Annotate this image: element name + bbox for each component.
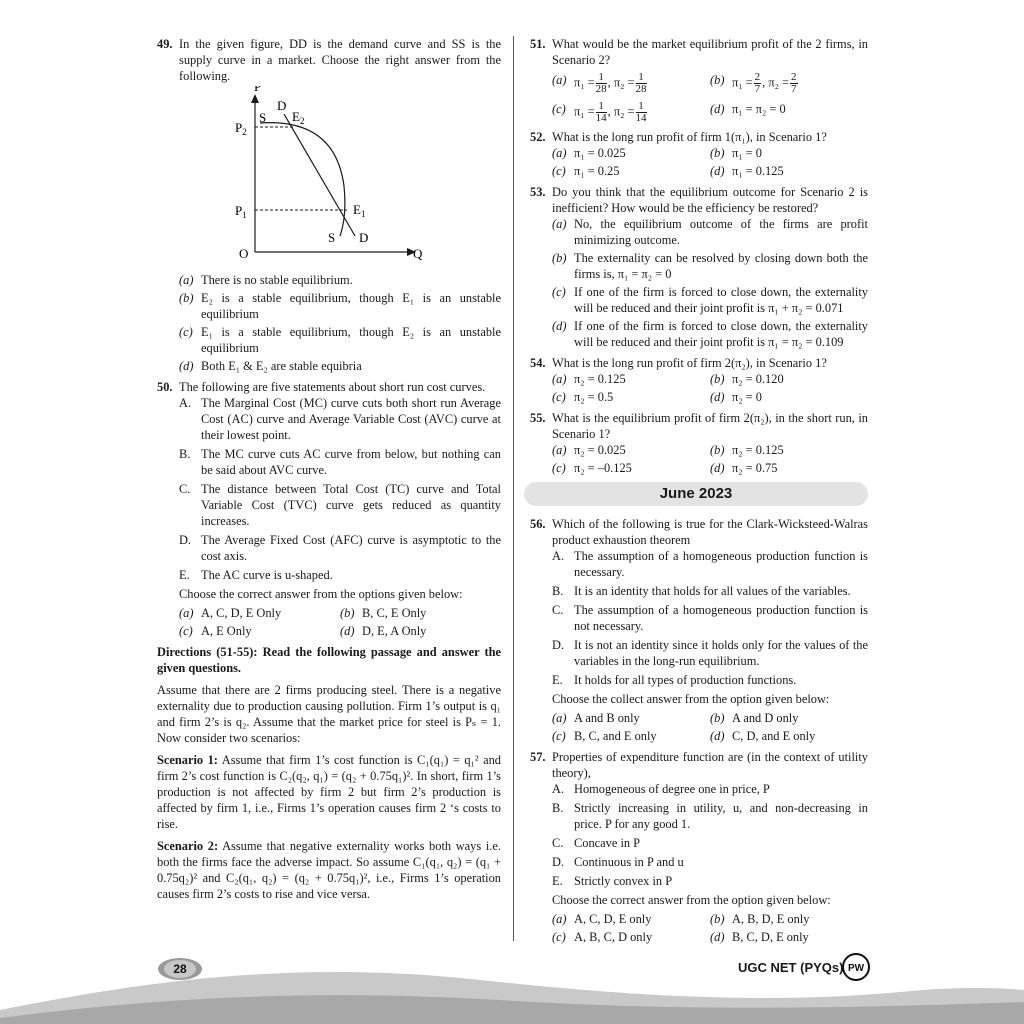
question-51: [530, 36, 868, 124]
question-number: 51.: [530, 37, 546, 51]
column-divider: [513, 36, 514, 941]
option-b[interactable]: (b) B, C, E Only: [340, 606, 427, 620]
option-c[interactable]: (c) π₂ = –0.125: [552, 461, 632, 475]
option-d[interactable]: (d) π₂ = 0: [710, 390, 762, 404]
option-a[interactable]: (a) π₂ = 0.025: [552, 443, 626, 457]
option-d[interactable]: (d) B, C, D, E only: [710, 930, 809, 944]
option-c[interactable]: (c) A, E Only: [179, 624, 252, 638]
option-b[interactable]: (b) E₂ is a stable equilibrium, though E₁ is an unstable equilibrium: [179, 291, 501, 321]
footer-wave-decoration: [0, 940, 1024, 1024]
option-b[interactable]: (b) A, B, D, E only: [710, 912, 810, 926]
question-number: 50.: [157, 380, 173, 394]
statement-a: A. The assumption of a homogeneous production function is necessary.: [552, 549, 868, 579]
option-a[interactable]: (a) π₁ = $\frac{1}{28}$ , π₂ = $\frac{1}{28}$: [552, 71, 647, 95]
statement-b: B. It is an identity that holds for all values of the variables.: [552, 584, 851, 598]
statement-e: E. It holds for all types of production functions.: [552, 673, 797, 687]
question-57: 57. Properties of expenditure function are (in the context of utility theory), A. Homogeneous of degree one in price, P B. Strictly increasing in utility, u, and non-decreasing in price. P for any good 1. C. Concave in P D. Continuous in P and u E. Strictly convex in P Choose the correct answer from the option given below: (a) A, C, D, E only (b) A, B, D, E only (c) A, B, C, D only (d) B, C, D, E only: [530, 750, 868, 944]
options-list: [179, 272, 501, 374]
passage-intro: Assume that there are 2 firms producing steel. There is a negative externality due to production causing pollution. Firm 1’s output is q₁ and firm 2’s is q₂. Assume that the market price for steel is Pₛ = 1. Now consider two scenarios:: [157, 683, 501, 745]
option-d[interactable]: (d) π₁ = π₂ = 0: [710, 102, 786, 116]
question-53: 53. Do you think that the equilibrium outcome for Scenario 2 is inefficient? How would be the efficiency be restored? (a) No, the equilibrium outcome of the firms are profit minimizing outcome. (b) The externality can be resolved by closing down both the firms is, π₁ = π₂ = 0 (c) If one of the firm is forced to close down, the externality will be reduced and their joint profit is π₁ + π₂ = 0.071 (d) If one of the firm is forced to close down, the externality will be reduced and their joint profit is π₁ = π₂ = 0.109: [530, 185, 868, 349]
p2-label: $P_2$: [235, 120, 247, 137]
statement-c: C. The distance between Total Cost (TC) curve and Total Variable Cost (TVC) curve gets reduced as quantity increases.: [179, 482, 501, 528]
section-banner-june-2023: June 2023: [524, 482, 868, 506]
options-grid: [552, 710, 868, 744]
svg-text:PW: PW: [847, 963, 865, 974]
e2-label: $E_2$: [292, 109, 305, 126]
q-axis-label: Q: [413, 246, 423, 261]
page-number-badge: [158, 958, 202, 980]
options-grid: [552, 145, 868, 179]
option-b[interactable]: (b) The externality can be resolved by closing down both the firms is, π₁ = π₂ = 0: [552, 251, 868, 281]
pw-logo-icon: [842, 953, 870, 981]
question-55: 55. What is the equilibrium profit of firm 2(π₂), in the short run, in Scenario 1? (a) π₂ = 0.025 (b) π₂ = 0.125 (c) π₂ = –0.125 (d) π₂ = 0.75: [530, 411, 868, 475]
option-a[interactable]: (a) π₁ = 0.025: [552, 146, 626, 160]
option-d[interactable]: (d) π₂ = 0.75: [710, 461, 778, 475]
question-56: 56. Which of the following is true for the Clark-Wicksteed-Walras product exhaustion theorem A. The assumption of a homogeneous production function is necessary. B. It is an identity that holds for all values of the variables. C. The assumption of a homogeneous production function is not necessary. D. It is not an identity since it holds only for the values of the variables in the long-run equilibrium. E. It holds for all types of production functions. Choose the collect answer from the option given below: (a) A and B only (b) A and D only (c) B, C, and E only (d) C, D, and E only: [530, 517, 868, 743]
option-c[interactable]: (c) π₁ = $\frac{1}{14}$ , π₂ = $\frac{1}{14}$: [552, 100, 647, 124]
option-a[interactable]: (a) π₂ = 0.125: [552, 372, 626, 386]
e1-label: $E_1$: [353, 202, 366, 219]
d-bottom-label: D: [359, 230, 369, 245]
p-axis-label: P: [254, 86, 262, 94]
option-c[interactable]: (c) E₁ is a stable equilibrium, though E₂ is an unstable equilibrium: [179, 325, 501, 355]
statement-e: E. The AC curve is u-shaped.: [179, 568, 333, 582]
question-54: 54. What is the long run profit of firm 2(π₂), in Scenario 1? (a) π₂ = 0.125 (b) π₂ = 0.120 (c) π₂ = 0.5 (d) π₂ = 0: [530, 355, 868, 405]
question-50: [157, 379, 501, 639]
option-d[interactable]: (d) π₁ = 0.125: [710, 164, 784, 178]
option-b[interactable]: (b) π₁ = 0: [710, 146, 762, 160]
options-grid: [552, 371, 868, 405]
scenario-1: Scenario 1: Assume that firm 1’s cost function is C₁(q₁) = q₁² and firm 2’s cost function is C₂(q₂, q₁) = (q₂ + 0.75q₁)². In short, firm 1’s production is not affected by firm 2 but firm 2’s production is affected by firm 1, i.e., Firms 1’s operation causes firm 2 ‘s costs to rise.: [157, 753, 501, 831]
option-b[interactable]: (b) π₁ = $\frac{2}{7}$ , π₂ = $\frac{2}{7}$: [710, 71, 797, 95]
option-b[interactable]: (b) π₂ = 0.125: [710, 443, 784, 457]
statement-b: B. Strictly increasing in utility, u, and non-decreasing in price. P for any good 1.: [552, 801, 868, 831]
question-text: What would be the market equilibrium profit of the 2 firms, in Scenario 2?: [552, 37, 868, 67]
question-52: 52. What is the long run profit of firm 1(π₁), in Scenario 1? (a) π₁ = 0.025 (b) π₁ = 0 (c) π₁ = 0.25 (d) π₁ = 0.125: [530, 129, 868, 179]
option-c[interactable]: (c) If one of the firm is forced to close down, the externality will be reduced and their joint profit is π₁ + π₂ = 0.071: [552, 285, 868, 315]
statement-d: D. It is not an identity since it holds only for the values of the variables in the long-run equilibrium.: [552, 638, 868, 668]
statement-a: A. The Marginal Cost (MC) curve cuts both short run Average Cost (AC) curve and Average Variable Cost (AVC) curve at their lowest point.: [179, 396, 501, 442]
statement-d: D. Continuous in P and u: [552, 855, 684, 869]
p1-label: $P_1$: [235, 203, 247, 220]
graph-svg: [157, 86, 501, 262]
question-text: The following are five statements about short run cost curves.: [179, 380, 486, 394]
scenario-2: Scenario 2: Assume that negative externality works both ways i.e. both the firms face the adverse impact. So assume C₁(q₁, q₂) = (q₁ + 0.75q₂)² and C₂(q₁, q₂) = (q₂ + 0.75q₁)², i.e., Firms 1’s operation causes firm 2’s costs to rise and vice versa.: [157, 839, 501, 901]
options-grid: [552, 72, 868, 124]
d-top-label: D: [277, 98, 287, 113]
question-number: 49.: [157, 37, 173, 51]
option-d[interactable]: (d) C, D, and E only: [710, 729, 816, 743]
supply-curve-ss: [260, 123, 345, 236]
option-a[interactable]: (a) A and B only: [552, 711, 640, 725]
statement-e: E. Strictly convex in P: [552, 874, 673, 888]
statement-c: C. Concave in P: [552, 836, 641, 850]
choose-instruction: Choose the correct answer from the option given below:: [552, 893, 831, 907]
statement-d: D. The Average Fixed Cost (AFC) curve is asymptotic to the cost axis.: [179, 533, 501, 563]
choose-instruction: Choose the correct answer from the options given below:: [179, 587, 463, 601]
p-axis-arrow: [251, 94, 259, 103]
option-c[interactable]: (c) B, C, and E only: [552, 729, 657, 743]
directions-heading: Directions (51-55): Read the following passage and answer the given questions.: [157, 645, 501, 675]
statement-c: C. The assumption of a homogeneous production function is not necessary.: [552, 603, 868, 633]
option-d[interactable]: (d) D, E, A Only: [340, 624, 427, 638]
options-grid: [179, 605, 501, 639]
book-title: UGC NET (PYQs): [738, 960, 844, 975]
option-b[interactable]: (b) A and D only: [710, 711, 799, 725]
origin-label: O: [239, 246, 249, 261]
question-text: In the given figure, DD is the demand curve and SS is the supply curve in a market. Choose the right answer from the following.: [179, 37, 501, 83]
option-a[interactable]: (a) A, C, D, E only: [552, 912, 652, 926]
options-grid: [552, 442, 868, 476]
statement-b: B. The MC curve cuts AC curve from below, but nothing can be said about AVC curve.: [179, 447, 501, 477]
question-49: [157, 36, 501, 374]
option-c[interactable]: (c) π₁ = 0.25: [552, 164, 620, 178]
option-d[interactable]: (d) Both E₁ & E₂ are stable equibria: [179, 359, 362, 373]
choose-instruction: Choose the collect answer from the option given below:: [552, 692, 830, 706]
statement-a: A. Homogeneous of degree one in price, P: [552, 782, 770, 796]
option-c[interactable]: (c) π₂ = 0.5: [552, 390, 614, 404]
page-number: 28: [173, 962, 187, 976]
supply-demand-graph: [157, 86, 501, 266]
option-b[interactable]: (b) π₂ = 0.120: [710, 372, 784, 386]
option-a[interactable]: (a) No, the equilibrium outcome of the firms are profit minimizing outcome.: [552, 217, 868, 247]
option-a[interactable]: (a) A, C, D, E Only: [179, 606, 282, 620]
option-c[interactable]: (c) A, B, C, D only: [552, 930, 653, 944]
right-column: [530, 36, 868, 950]
s-top-label: S: [259, 110, 267, 125]
options-list: [552, 216, 868, 350]
s-bottom-label: S: [328, 230, 336, 245]
option-d[interactable]: (d) If one of the firm is forced to close down, the externality will be reduced and their joint profit is π₁ = π₂ = 0.109: [552, 319, 868, 349]
left-column: [157, 36, 501, 908]
option-a[interactable]: (a) There is no stable equilibrium.: [179, 273, 353, 287]
